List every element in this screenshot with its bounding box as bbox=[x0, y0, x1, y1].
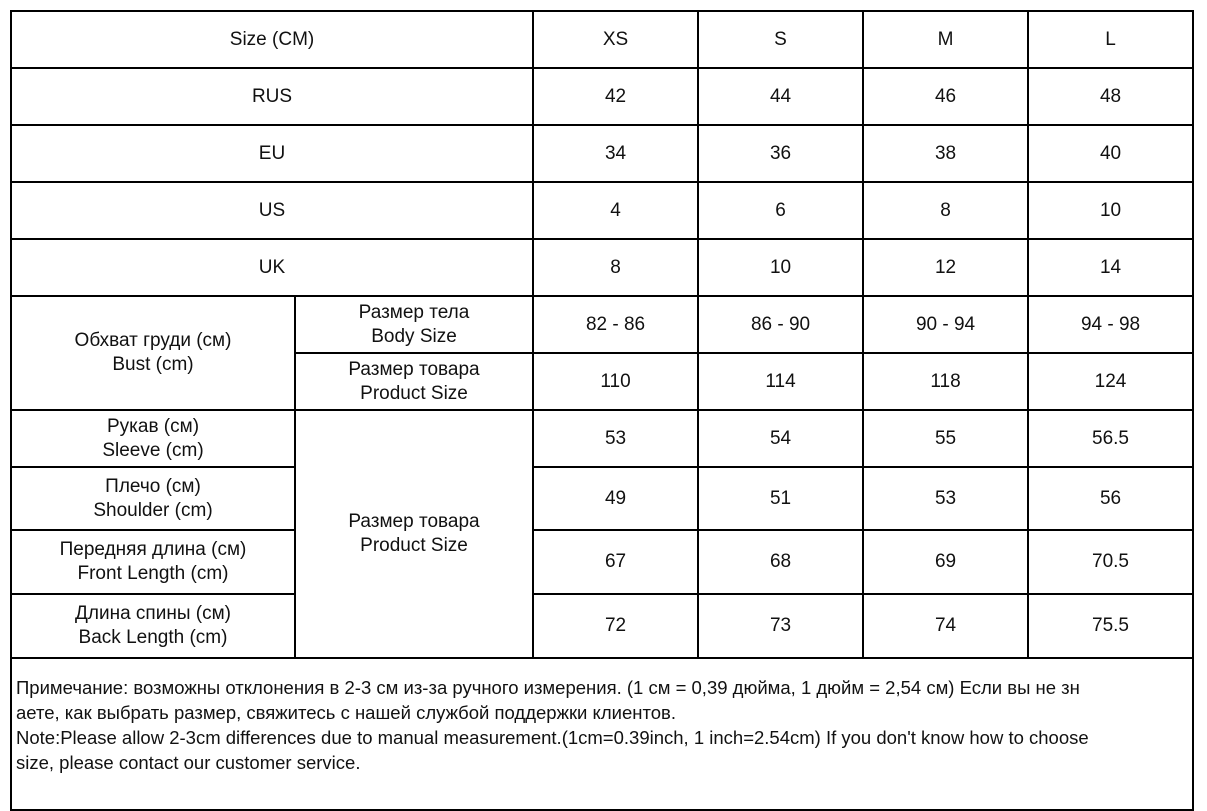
row-label-sleeve bbox=[11, 410, 295, 467]
table-cell: 51 bbox=[698, 467, 863, 530]
table-row bbox=[11, 410, 1193, 467]
table-cell: 42 bbox=[533, 68, 698, 125]
table-cell: 36 bbox=[698, 125, 863, 182]
table-cell: 10 bbox=[698, 239, 863, 296]
shoulder-label-en: Shoulder (cm) bbox=[93, 499, 213, 521]
note-en-line-1: Note:Please allow 2-3cm differences due to manual measurement.(1cm=0.39inch, 1 inch=2.54cm) If you don't know how to choose bbox=[16, 727, 1089, 748]
table-cell: 38 bbox=[863, 125, 1028, 182]
header-size-xs: XS bbox=[533, 11, 698, 68]
header-size-m: M bbox=[863, 11, 1028, 68]
table-cell: 67 bbox=[533, 530, 698, 594]
shoulder-label-ru: Плечо (см) bbox=[105, 475, 201, 497]
row-label-rus: RUS bbox=[11, 68, 533, 125]
row-label-bust bbox=[11, 296, 295, 410]
row-label-eu: EU bbox=[11, 125, 533, 182]
group-product-size-en: Product Size bbox=[360, 535, 468, 556]
body-size-label-en: Body Size bbox=[371, 325, 457, 347]
table-cell: 68 bbox=[698, 530, 863, 594]
table-cell: 56 bbox=[1028, 467, 1193, 530]
table-cell: 82 - 86 bbox=[533, 296, 698, 353]
row-label-shoulder bbox=[11, 467, 295, 530]
sub-label-product-size bbox=[295, 353, 533, 410]
body-size-label-ru: Размер тела bbox=[358, 301, 470, 323]
header-size-s: S bbox=[698, 11, 863, 68]
note-cell bbox=[11, 658, 1193, 810]
table-header-row bbox=[11, 11, 1193, 68]
table-row bbox=[11, 182, 1193, 239]
table-cell: 86 - 90 bbox=[698, 296, 863, 353]
size-table bbox=[10, 10, 1194, 811]
back-length-label-en: Back Length (cm) bbox=[78, 627, 228, 648]
table-cell: 49 bbox=[533, 467, 698, 530]
table-cell: 44 bbox=[698, 68, 863, 125]
sleeve-label-ru: Рукав (см) bbox=[106, 415, 200, 437]
table-cell: 90 - 94 bbox=[863, 296, 1028, 353]
table-cell: 6 bbox=[698, 182, 863, 239]
table-cell: 69 bbox=[863, 530, 1028, 594]
group-product-size-ru: Размер товара bbox=[348, 511, 480, 532]
sleeve-label-en: Sleeve (cm) bbox=[102, 439, 204, 461]
note-ru-line-2: аете, как выбрать размер, свяжитесь с нашей службой поддержки клиентов. bbox=[16, 702, 676, 723]
row-label-uk: UK bbox=[11, 239, 533, 296]
table-cell: 73 bbox=[698, 594, 863, 658]
note-row bbox=[11, 658, 1193, 810]
table-cell: 40 bbox=[1028, 125, 1193, 182]
table-cell: 72 bbox=[533, 594, 698, 658]
table-row bbox=[11, 594, 1193, 658]
table-cell: 8 bbox=[533, 239, 698, 296]
table-cell: 110 bbox=[533, 353, 698, 410]
table-cell: 46 bbox=[863, 68, 1028, 125]
table-row bbox=[11, 296, 1193, 353]
table-cell: 124 bbox=[1028, 353, 1193, 410]
group-label-product-size bbox=[295, 410, 533, 658]
product-size-label-ru: Размер товара bbox=[348, 358, 480, 380]
table-cell: 56.5 bbox=[1028, 410, 1193, 467]
table-cell: 14 bbox=[1028, 239, 1193, 296]
header-size-label: Size (CM) bbox=[11, 11, 533, 68]
table-cell: 48 bbox=[1028, 68, 1193, 125]
table-cell: 53 bbox=[533, 410, 698, 467]
table-cell: 118 bbox=[863, 353, 1028, 410]
back-length-label-ru: Длина спины (см) bbox=[75, 603, 231, 624]
table-cell: 74 bbox=[863, 594, 1028, 658]
table-cell: 4 bbox=[533, 182, 698, 239]
note-en-line-2: size, please contact our customer service. bbox=[16, 752, 361, 773]
table-cell: 55 bbox=[863, 410, 1028, 467]
product-size-label-en: Product Size bbox=[360, 382, 468, 404]
table-cell: 12 bbox=[863, 239, 1028, 296]
size-chart bbox=[10, 10, 1194, 787]
row-label-us: US bbox=[11, 182, 533, 239]
table-row bbox=[11, 239, 1193, 296]
table-cell: 8 bbox=[863, 182, 1028, 239]
row-label-back-length bbox=[11, 594, 295, 658]
table-row bbox=[11, 125, 1193, 182]
table-row bbox=[11, 530, 1193, 594]
row-label-front-length bbox=[11, 530, 295, 594]
note-ru-line-1: Примечание: возможны отклонения в 2-3 см из-за ручного измерения. (1 см = 0,39 дюйма, 1 дюйм = 2,54 см) Если вы не зн bbox=[16, 677, 1080, 698]
front-length-label-en: Front Length (cm) bbox=[77, 563, 229, 584]
table-cell: 94 - 98 bbox=[1028, 296, 1193, 353]
table-cell: 53 bbox=[863, 467, 1028, 530]
table-cell: 54 bbox=[698, 410, 863, 467]
table-cell: 75.5 bbox=[1028, 594, 1193, 658]
sub-label-body-size bbox=[295, 296, 533, 353]
table-row bbox=[11, 467, 1193, 530]
header-size-l: L bbox=[1028, 11, 1193, 68]
table-cell: 114 bbox=[698, 353, 863, 410]
table-row bbox=[11, 68, 1193, 125]
bust-label-en: Bust (cm) bbox=[112, 354, 194, 375]
table-cell: 34 bbox=[533, 125, 698, 182]
table-cell: 70.5 bbox=[1028, 530, 1193, 594]
table-cell: 10 bbox=[1028, 182, 1193, 239]
bust-label-ru: Обхват груди (см) bbox=[74, 330, 232, 351]
front-length-label-ru: Передняя длина (см) bbox=[59, 539, 247, 560]
